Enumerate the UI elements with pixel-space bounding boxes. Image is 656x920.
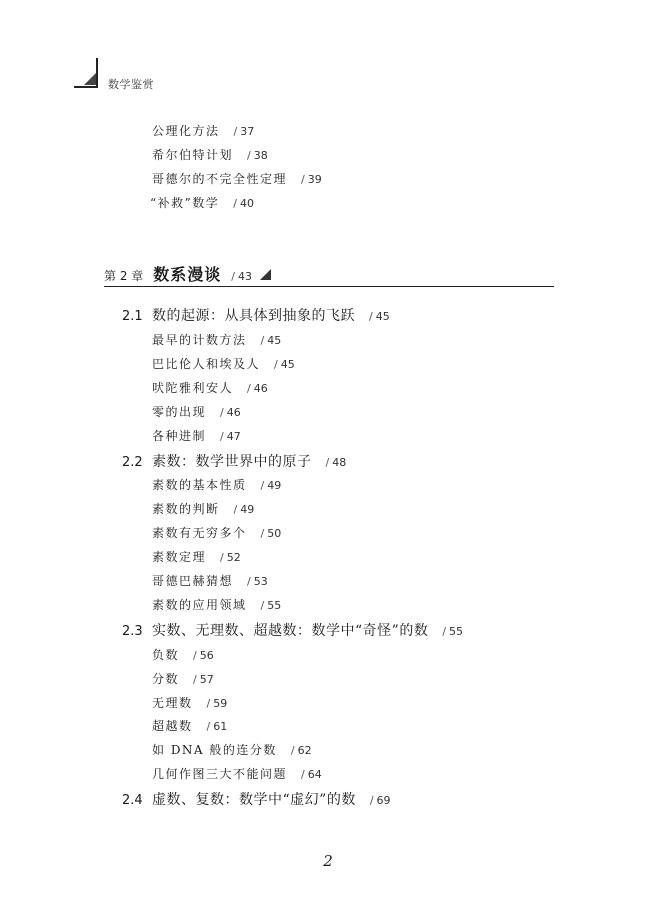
toc-item-page: / 62	[290, 744, 312, 757]
toc-item-page: / 45	[274, 358, 295, 371]
toc-item-page: / 50	[260, 527, 282, 540]
toc-item[interactable]	[152, 146, 268, 163]
toc-item-page: / 38	[247, 149, 268, 162]
toc-item-page: / 39	[301, 173, 322, 186]
section-number: 2.3	[122, 624, 143, 639]
toc-item-title: 哥德巴赫猜想	[152, 574, 234, 588]
toc-item[interactable]	[152, 694, 227, 711]
toc-item-title: 哥德尔的不完全性定理	[152, 172, 288, 186]
toc-item[interactable]	[152, 331, 281, 348]
chapter-heading[interactable]	[104, 262, 554, 288]
toc-item-title: 素数的基本性质	[152, 478, 247, 492]
chapter-triangle-icon	[260, 269, 271, 280]
toc-item-title: 负数	[152, 648, 180, 662]
toc-item-title: 素数的判断	[152, 502, 220, 516]
toc-item[interactable]	[152, 355, 295, 372]
toc-item[interactable]	[152, 403, 241, 420]
toc-item[interactable]	[152, 524, 281, 541]
toc-item-page: / 55	[260, 599, 282, 612]
page-header	[0, 0, 656, 100]
toc-item[interactable]	[150, 194, 254, 211]
toc-item-title: 如 DNA 般的连分数	[152, 743, 277, 757]
section-title: 素数：数学世界中的原子	[152, 454, 312, 470]
toc-item[interactable]	[152, 379, 268, 396]
toc-item-page: / 40	[233, 197, 254, 210]
section-number: 2.1	[122, 309, 143, 324]
toc-item-page: / 45	[260, 334, 282, 347]
toc-item[interactable]	[152, 548, 241, 565]
corner-mark-vertical	[96, 58, 98, 88]
chapter-rule	[104, 286, 554, 287]
section-heading[interactable]	[122, 620, 463, 640]
toc-item-title: “补救”数学	[150, 196, 220, 210]
toc-item-page: / 56	[193, 649, 214, 662]
toc-item[interactable]	[152, 646, 214, 663]
chapter-page: / 43	[231, 270, 252, 283]
chapter-number: 第 2 章	[104, 269, 144, 283]
toc-item-title: 超越数	[152, 719, 193, 733]
toc-item-page: / 57	[193, 673, 214, 686]
toc-item-title: 素数有无穷多个	[152, 526, 247, 540]
chapter-title: 数系漫谈	[153, 265, 222, 284]
toc-item-page: / 52	[220, 551, 241, 564]
section-heading[interactable]	[122, 789, 391, 809]
section-page: / 55	[442, 625, 464, 638]
running-head: 数学鉴赏	[108, 78, 154, 91]
section-page: / 69	[369, 794, 391, 807]
toc-item[interactable]	[152, 572, 268, 589]
section-title: 数的起源：从具体到抽象的飞跃	[152, 308, 355, 324]
toc-item-title: 巴比伦人和埃及人	[152, 357, 261, 371]
toc-item[interactable]	[152, 122, 254, 139]
toc-item-title: 素数的应用领域	[152, 598, 247, 612]
toc-item-page: / 61	[206, 720, 228, 733]
toc-item-title: 公理化方法	[152, 124, 220, 138]
section-title: 实数、无理数、超越数：数学中“奇怪”的数	[152, 623, 429, 639]
section-page: / 48	[325, 456, 347, 469]
toc-item[interactable]	[152, 741, 312, 758]
section-heading[interactable]	[122, 451, 346, 471]
toc-item-title: 几何作图三大不能问题	[152, 767, 288, 781]
toc-item-page: / 49	[233, 503, 255, 516]
toc-item-page: / 37	[233, 125, 255, 138]
toc-item-page: / 46	[220, 406, 241, 419]
section-heading[interactable]	[122, 305, 390, 325]
toc-item[interactable]	[152, 670, 214, 687]
toc-item-page: / 64	[301, 768, 322, 781]
page-number: 2	[323, 852, 333, 870]
toc-item-title: 吠陀雅利安人	[152, 381, 234, 395]
toc-item-page: / 47	[220, 430, 241, 443]
toc-item-title: 最早的计数方法	[152, 333, 247, 347]
toc-item-page: / 46	[247, 382, 268, 395]
corner-triangle-icon	[84, 73, 96, 85]
toc-item-title: 各种进制	[152, 429, 207, 443]
toc-item-title: 零的出现	[152, 405, 207, 419]
corner-mark-horizontal	[74, 86, 98, 88]
section-title: 虚数、复数：数学中“虚幻”的数	[152, 792, 356, 808]
section-number: 2.2	[122, 455, 143, 470]
section-number: 2.4	[122, 793, 143, 808]
section-page: / 45	[369, 310, 390, 323]
toc-item-page: / 59	[206, 697, 228, 710]
toc-item-page: / 49	[260, 479, 282, 492]
toc-item-title: 希尔伯特计划	[152, 148, 234, 162]
toc-item[interactable]	[152, 717, 227, 734]
toc-item[interactable]	[152, 476, 281, 493]
toc-item[interactable]	[152, 500, 254, 517]
toc-item-title: 无理数	[152, 696, 193, 710]
toc-item-title: 素数定理	[152, 550, 207, 564]
toc-item-page: / 53	[247, 575, 268, 588]
toc-item[interactable]	[152, 170, 322, 187]
toc-item[interactable]	[152, 765, 322, 782]
toc-item[interactable]	[152, 596, 281, 613]
toc-item-title: 分数	[152, 672, 180, 686]
toc-item[interactable]	[152, 427, 241, 444]
